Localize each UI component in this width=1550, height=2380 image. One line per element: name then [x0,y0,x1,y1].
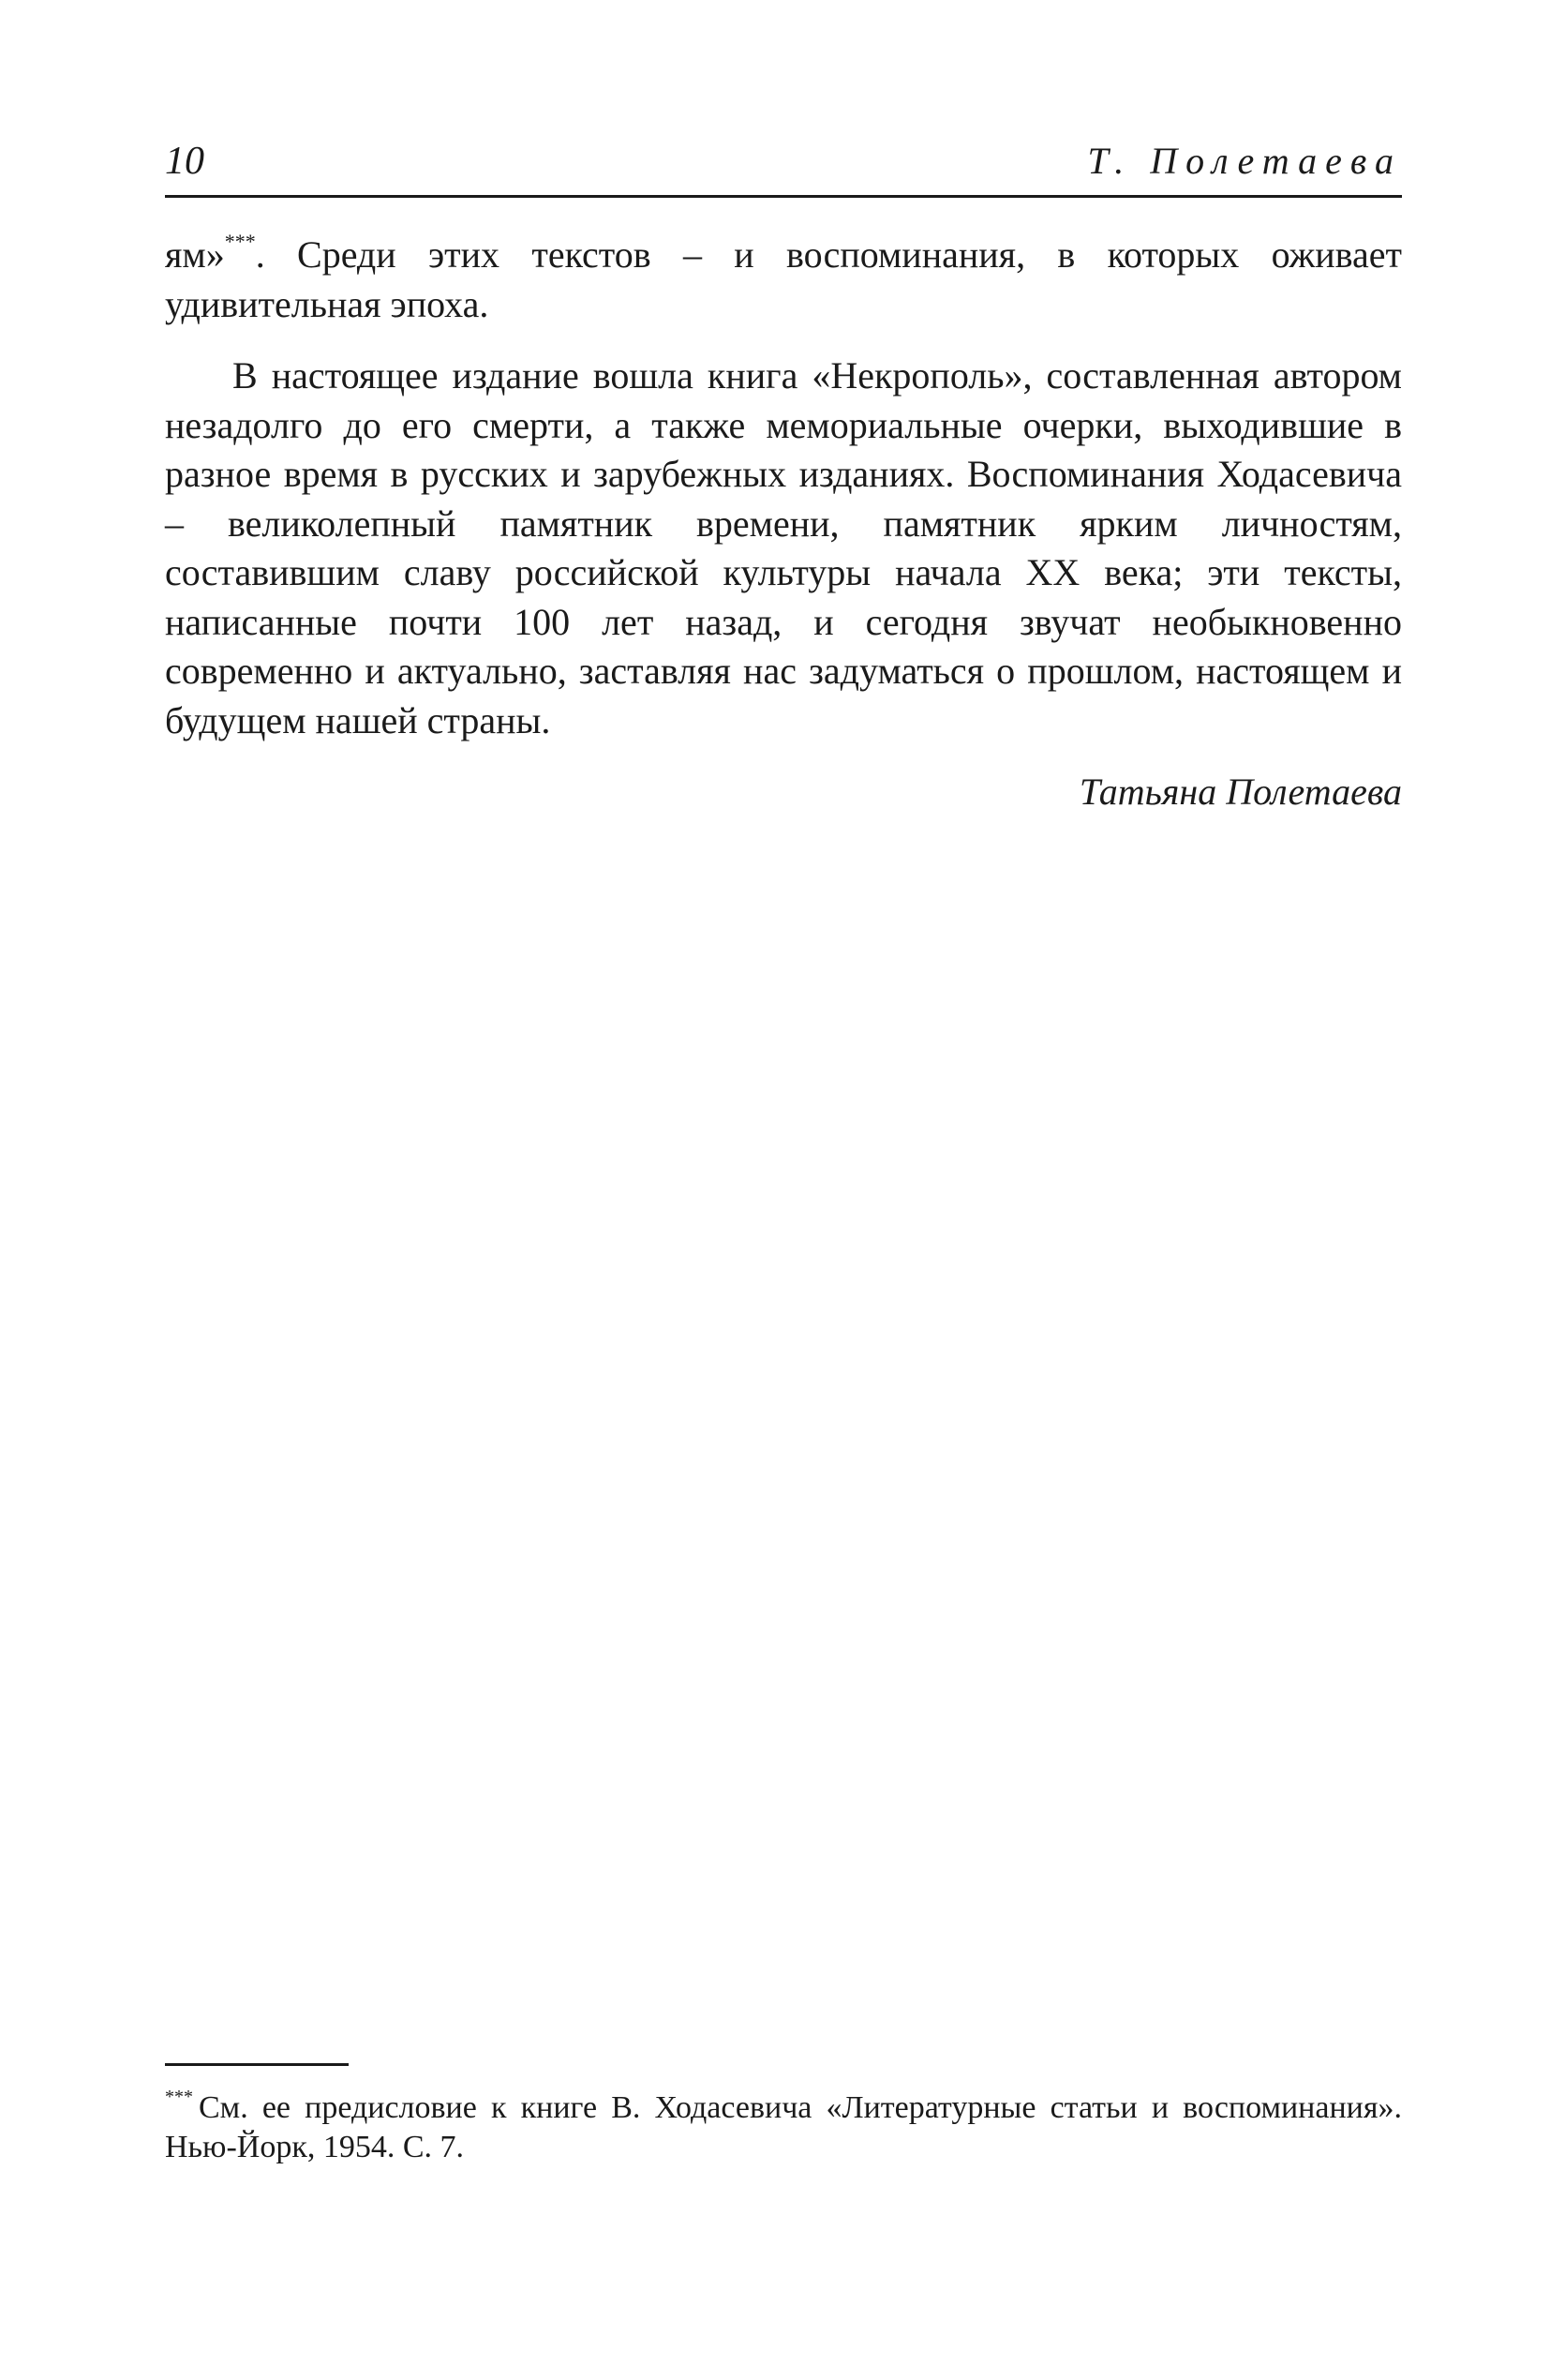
paragraph-1-rest: . Среди этих текстов – и воспоминания, в которых оживает удивительная эпоха. [165,233,1402,325]
footnote-marker: *** [165,2087,193,2107]
footnote-reference: *** [224,230,256,253]
paragraph-1 [165,231,1402,329]
paragraph-2: В настоящее издание вошла книга «Некрополь», составленная автором незадолго до его смерти, а также мемориальные очерки, выходившие в разное время в русских и зарубежных изданиях. Воспоминания Ходасевича – великолепный памятник времени, памятник ярким личностям, составившим славу российской культуры начала XX века; эти тексты, написанные почти 100 лет назад, и сегодня звучат необыкновенно современно и актуально, заставляя нас задуматься о прошлом, настоящем и будущем нашей страны. [165,354,1402,741]
author-signature: Татьяна Полетаева [1079,771,1402,813]
footnote-rule [165,2063,349,2066]
header-rule [165,195,1402,198]
body-text [165,231,1402,816]
page-header [165,133,1402,189]
page-number: 10 [165,140,204,183]
running-head: Т. Полетаева [1087,140,1402,182]
footnote-text: См. ее предисловие к книге В. Ходасевича «Литературные статьи и воспоминания». Нью-Йорк, 1954. С. 7. [165,2090,1402,2164]
footnote [165,2088,1402,2167]
paragraph-1-start: ям» [165,233,225,276]
